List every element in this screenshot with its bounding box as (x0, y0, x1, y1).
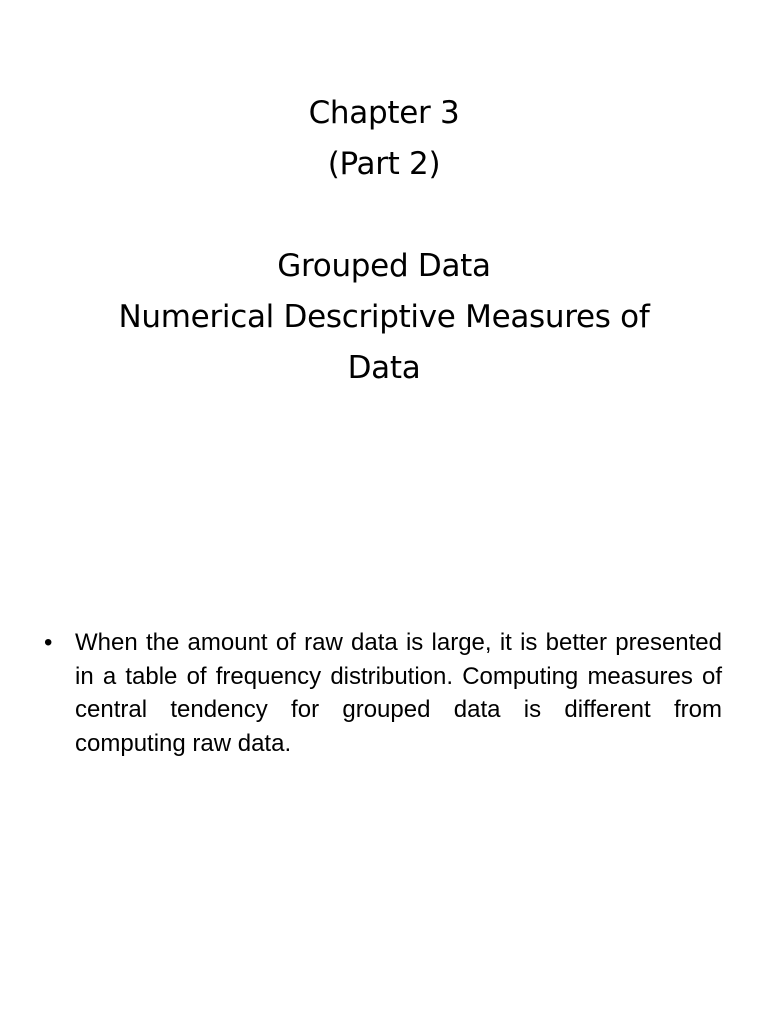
part-heading: (Part 2) (327, 146, 441, 182)
bullet-marker: • (44, 629, 53, 656)
bullet-text: When the amount of raw data is large, it is better presented in a table of frequency distribution. Computing measures of central tendency for grouped data is different from computing raw data. (75, 629, 722, 757)
subtitle-line-2: Data (347, 350, 421, 386)
bullet-item (44, 626, 722, 760)
topic-heading: Grouped Data (277, 248, 491, 284)
title-spacer (0, 190, 768, 241)
bullet-list (44, 626, 722, 760)
chapter-heading: Chapter 3 (308, 95, 460, 131)
subtitle-line-1: Numerical Descriptive Measures of (118, 299, 650, 335)
slide-title (0, 88, 768, 394)
